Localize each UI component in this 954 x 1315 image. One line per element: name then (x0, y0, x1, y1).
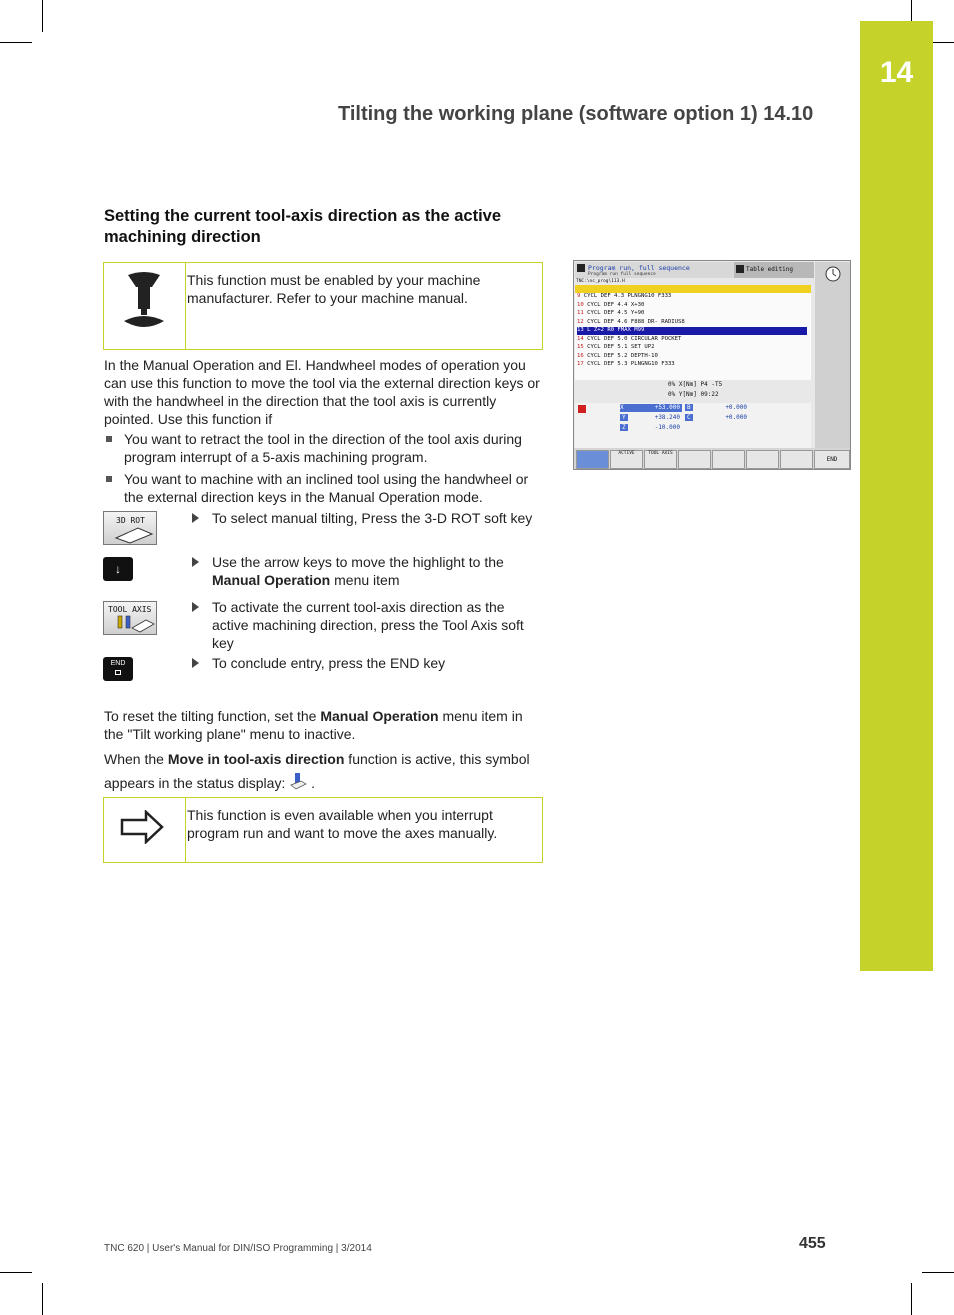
screen-softkey (780, 450, 813, 469)
arrow-down-key (103, 557, 133, 581)
program-line: 17 CYCL DEF 5.3 PLNGNG10 F333 (577, 361, 675, 367)
crop-mark (42, 1283, 43, 1315)
machine-manufacturer-icon (122, 271, 166, 334)
step-triangle-icon (192, 513, 199, 523)
intro-paragraph: In the Manual Operation and El. Handwheel modes of operation you can use this function to move the tool via the external direction keys or with the handwheel in the direction that the tool axis is currently pointed. Use this function if (104, 357, 540, 427)
footer-manual-info: TNC 620 | User's Manual for DIN/ISO Programming | 3/2014 (104, 1243, 372, 1254)
program-line-highlight-top (575, 285, 811, 293)
step-triangle-icon (192, 557, 199, 567)
screen-side-panel (815, 262, 851, 448)
step-text: To select manual tilting, Press the 3-D ROT soft key (212, 510, 533, 526)
screen-softkey: TOOL AXIS (644, 450, 677, 469)
note-divider (185, 797, 186, 863)
screen-path: TNC:\nc_prog\113.H (576, 279, 625, 284)
status-line: 0% Y[Nm] 09:22 (668, 391, 719, 398)
tnc-screen-screenshot (573, 260, 851, 470)
crop-mark (0, 1272, 32, 1273)
arrow-right-icon (120, 810, 164, 849)
page-number: 455 (799, 1235, 826, 1252)
list-item-text: You want to machine with an inclined tool using the handwheel or the external direction keys in the Manual Operation mode. (124, 471, 529, 505)
screen-right-title: Table editing (746, 266, 793, 273)
table-icon (736, 265, 744, 273)
screen-softkey: ACTIVE (610, 450, 643, 469)
bullet-square (106, 476, 112, 482)
chapter-tab (860, 21, 933, 971)
tool-axis-icon (112, 614, 156, 634)
crop-mark (42, 0, 43, 32)
program-line: 11 CYCL DEF 4.5 Y+90 (577, 310, 645, 316)
note-divider (185, 262, 186, 350)
screen-softkey (712, 450, 745, 469)
note-box-manufacturer (103, 262, 543, 350)
when-paragraph: When the Move in tool-axis direction function is active, this symbol appears in the status display: . (104, 751, 530, 791)
crop-mark (0, 42, 32, 43)
stop-icon (578, 405, 586, 413)
reset-paragraph: To reset the tilting function, set the Manual Operation menu item in the "Tilt working plane" menu to inactive. (104, 708, 523, 742)
step-text: To conclude entry, press the END key (212, 655, 446, 671)
status-line: 0% X[Nm] P4 -T5 (668, 381, 723, 388)
screen-softkey: END (814, 450, 850, 469)
axis-row: Y +38.240 (622, 414, 680, 421)
step-text: Use the arrow keys to move the highlight to the Manual Operation menu item (212, 554, 504, 588)
program-line: 9 CYCL DEF 4.3 PLNGNG10 F333 (577, 293, 672, 299)
mode-icon (577, 264, 585, 272)
screen-mode-title: Program run, full sequence (588, 264, 690, 272)
step-triangle-icon (192, 658, 199, 668)
page-header-title: Tilting the working plane (software option 1) 14.10 (338, 103, 814, 125)
softkey-row (574, 448, 851, 470)
section-title: Setting the current tool-axis direction as the active machining direction (104, 207, 502, 246)
softkey-label: TOOL AXIS (108, 605, 152, 614)
note-text: This function is even available when you interrupt program run and want to move the axes manually. (187, 807, 498, 841)
position-display (575, 403, 811, 448)
program-line: 10 CYCL DEF 4.4 X+30 (577, 301, 645, 308)
softkey-3d-rot (103, 511, 157, 545)
screen-right-header (734, 262, 814, 278)
end-key (103, 657, 133, 681)
step-text: To activate the current tool-axis direction as the active machining direction, press the Tool Axis soft key (212, 599, 524, 651)
end-key-label: END (110, 660, 126, 667)
screen-softkey (576, 450, 609, 469)
program-line: 12 CYCL DEF 4.6 F888 DR- RADIUS8 (577, 318, 685, 325)
step-triangle-icon (192, 602, 199, 612)
tilt-plane-icon (114, 524, 154, 544)
softkey-label: 3D ROT (116, 516, 145, 525)
screen-softkey (678, 450, 711, 469)
screen-softkey (746, 450, 779, 469)
program-line: 16 CYCL DEF 5.2 DEPTH-10 (577, 352, 658, 359)
program-line: 15 CYCL DEF 5.1 SET UP2 (577, 344, 655, 350)
axis-row: B +0.000 (687, 404, 747, 411)
program-line-active: 13 L Z+2 R0 FMAX M99 (577, 327, 807, 335)
square-icon (115, 670, 121, 675)
program-listing (575, 285, 811, 380)
bullet-square (106, 436, 112, 442)
screen-mode-subtitle: Program run full sequence (588, 272, 656, 277)
chapter-number: 14 (879, 56, 914, 89)
arrow-down-icon: ↓ (115, 562, 121, 576)
axis-row: Z -10.000 (622, 424, 680, 431)
note-box-tip (103, 797, 543, 863)
list-item-text: You want to retract the tool in the direction of the tool axis during program interrupt of a 5-axis machining program. (124, 431, 522, 465)
crop-mark (911, 1283, 912, 1315)
softkey-tool-axis (103, 601, 157, 635)
clock-icon (821, 264, 845, 284)
axis-row: X +53.000 (620, 404, 680, 411)
axis-row: C +0.000 (687, 414, 747, 421)
note-text: This function must be enabled by your machine manufacturer. Refer to your machine manual. (187, 272, 481, 306)
tool-axis-status-icon (289, 772, 307, 790)
crop-mark (922, 1272, 954, 1273)
program-line: 14 CYCL DEF 5.0 CIRCULAR POCKET (577, 335, 682, 342)
